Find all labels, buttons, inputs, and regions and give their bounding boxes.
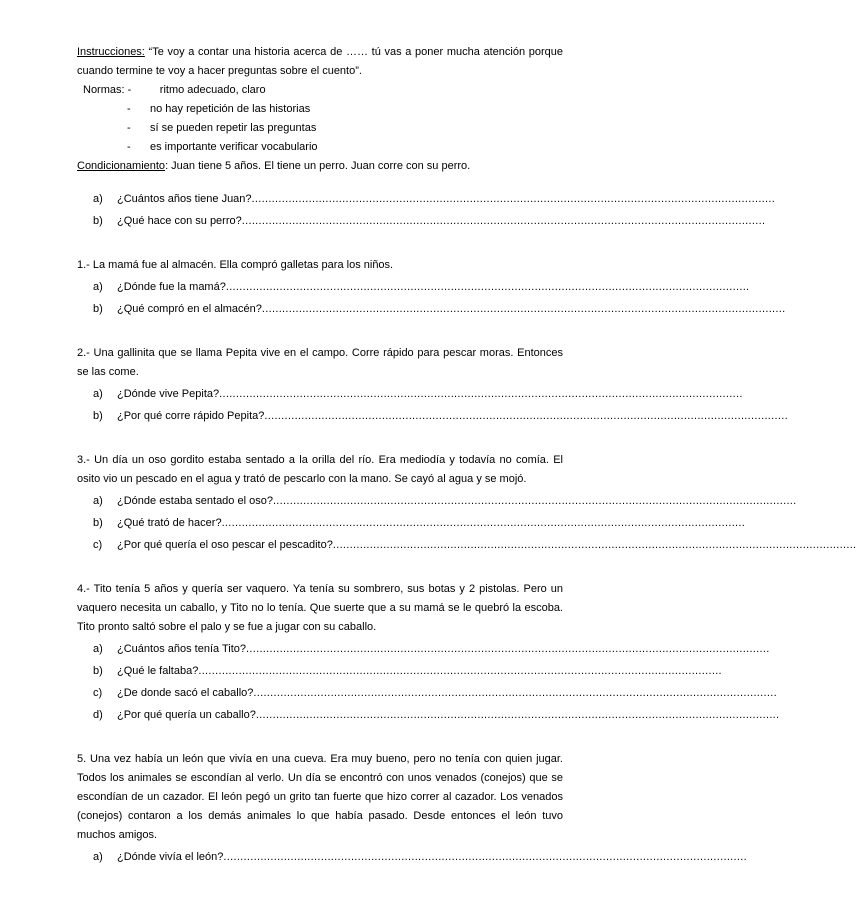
question-text: ¿Qué hace con su perro?: [117, 215, 242, 227]
question-letter: b): [93, 517, 103, 529]
norm-dash: -: [127, 122, 131, 134]
story-4: 4.- Tito tenía 5 años y quería ser vaquero. Ya tenía su sombrero, sus botas y 2 pistolas. Pero un vaquero necesita un caballo, y Tito no lo tenía. Que suerte que a su mamá se le quebró la escoba. Tito pronto saltó sobre el palo y se fue a jugar con su caballo.: [77, 583, 563, 633]
question-line[interactable]: [93, 514, 746, 533]
question-text: ¿Por qué quería un caballo?: [117, 709, 256, 721]
question-text: ¿Por qué quería el oso pescar el pescadito?: [117, 539, 333, 551]
norms-line-4: [77, 138, 563, 157]
question-line[interactable]: [93, 278, 750, 297]
question-line[interactable]: [93, 212, 766, 231]
question-text: ¿Por qué corre rápido Pepita?: [117, 410, 265, 422]
norms-line-3: [77, 119, 563, 138]
question-text: ¿Dónde estaba sentado el oso?: [117, 495, 273, 507]
story-5: 5. Una vez había un león que vivía en una cueva. Era muy bueno, pero no tenía con quien jugar. Todos los animales se escondían al verlo. Un día se encontró con unos venados (conejos) que se escondían de un cazador. El león pegó un grito tan fuerte que hizo correr al cazador. Los venados (conejos) contaron a los demás animales lo que había pasado. Desde entonces el león tuvo muchos amigos.: [77, 753, 563, 841]
norms: [77, 81, 563, 157]
norm-dash: -: [127, 84, 132, 96]
question-text: ¿Cuántos años tiene Juan?: [117, 193, 252, 205]
question-text: ¿Dónde vivía el león?: [117, 851, 224, 863]
question-line[interactable]: [93, 684, 777, 703]
question-letter: c): [93, 539, 103, 551]
norms-line-2: [77, 100, 563, 119]
question-line[interactable]: [93, 492, 797, 511]
answer-dots[interactable]: ............................................................................................................................................................: [264, 410, 788, 422]
answer-dots[interactable]: ............................................................................................................................................................: [255, 709, 780, 721]
conditioning-label: Condicionamiento: [77, 160, 166, 172]
answer-dots[interactable]: ............................................................................................................................................................: [332, 539, 856, 551]
story-4-questions: [77, 640, 780, 725]
question-letter: a): [93, 495, 103, 507]
question-text: ¿Qué le faltaba?: [117, 665, 199, 677]
answer-dots[interactable]: ............................................................................................................................................................: [221, 517, 746, 529]
norm-item: sí se pueden repetir las preguntas: [150, 122, 317, 134]
question-line[interactable]: [93, 640, 770, 659]
question-text: ¿Qué compró en el almacén?: [117, 303, 262, 315]
story-1: 1.- La mamá fue al almacén. Ella compró galletas para los niños.: [77, 259, 394, 271]
question-letter: d): [93, 709, 103, 721]
question-text: ¿Dónde fue la mamá?: [117, 281, 226, 293]
story-2-questions: [77, 385, 788, 426]
answer-dots[interactable]: ............................................................................................................................................................: [219, 388, 743, 400]
worksheet: [77, 43, 856, 870]
norms-label: Normas:: [83, 84, 125, 96]
answer-dots[interactable]: ............................................................................................................................................................: [272, 495, 797, 507]
conditioning-questions: [77, 190, 776, 231]
story-3-questions: [77, 492, 856, 555]
instructions-label: Instrucciones:: [77, 46, 145, 58]
answer-dots[interactable]: ............................................................................................................................................................: [223, 851, 747, 863]
question-letter: b): [93, 215, 103, 227]
question-letter: b): [93, 410, 103, 422]
question-letter: a): [93, 281, 103, 293]
answer-dots[interactable]: ............................................................................................................................................................: [198, 665, 722, 677]
story-2: 2.- Una gallinita que se llama Pepita vive en el campo. Corre rápido para pescar moras. Entonces se las come.: [77, 347, 563, 378]
norm-dash: -: [127, 103, 131, 115]
question-line[interactable]: [93, 536, 856, 555]
question-line[interactable]: [93, 848, 747, 867]
question-line[interactable]: [93, 190, 776, 209]
question-letter: b): [93, 303, 103, 315]
question-line[interactable]: [93, 662, 722, 681]
question-letter: a): [93, 643, 103, 655]
answer-dots[interactable]: ............................................................................................................................................................: [246, 643, 770, 655]
question-text: ¿Dónde vive Pepita?: [117, 388, 220, 400]
answer-dots[interactable]: ............................................................................................................................................................: [241, 215, 766, 227]
conditioning-text: : Juan tiene 5 años. El tiene un perro. Juan corre con su perro.: [165, 160, 471, 172]
answer-dots[interactable]: ............................................................................................................................................................: [261, 303, 786, 315]
question-line[interactable]: [93, 407, 788, 426]
instructions-text: “Te voy a contar una historia acerca de …… tú vas a poner mucha atención porque cuando termine te voy a hacer preguntas sobre el cuento”.: [77, 46, 563, 77]
conditioning: [77, 157, 563, 176]
question-text: ¿De donde sacó el caballo?: [117, 687, 254, 699]
answer-dots[interactable]: ............................................................................................................................................................: [225, 281, 750, 293]
question-line[interactable]: [93, 706, 780, 725]
question-text: ¿Cuántos años tenía Tito?: [117, 643, 247, 655]
story-3: 3.- Un día un oso gordito estaba sentado a la orilla del río. Era mediodía y todavía no comía. El osito vio un pescado en el agua y trató de pescarlo con la mano. Se cayó al agua y se mojó.: [77, 454, 563, 485]
norm-item: ritmo adecuado, claro: [159, 84, 266, 96]
story-5-questions: [77, 848, 747, 867]
question-letter: a): [93, 851, 103, 863]
question-text: ¿Qué trató de hacer?: [117, 517, 222, 529]
norm-dash: -: [127, 141, 131, 153]
question-letter: c): [93, 687, 103, 699]
question-letter: a): [93, 193, 103, 205]
question-letter: a): [93, 388, 103, 400]
norm-item: es importante verificar vocabulario: [150, 141, 318, 153]
question-letter: b): [93, 665, 103, 677]
answer-dots[interactable]: ............................................................................................................................................................: [251, 193, 776, 205]
story-1-questions: [77, 278, 786, 319]
norm-item: no hay repetición de las historias: [150, 103, 311, 115]
answer-dots[interactable]: ............................................................................................................................................................: [253, 687, 777, 699]
question-line[interactable]: [93, 385, 743, 404]
instructions: [77, 43, 563, 81]
question-line[interactable]: [93, 300, 786, 319]
norms-line-1: [77, 81, 563, 100]
